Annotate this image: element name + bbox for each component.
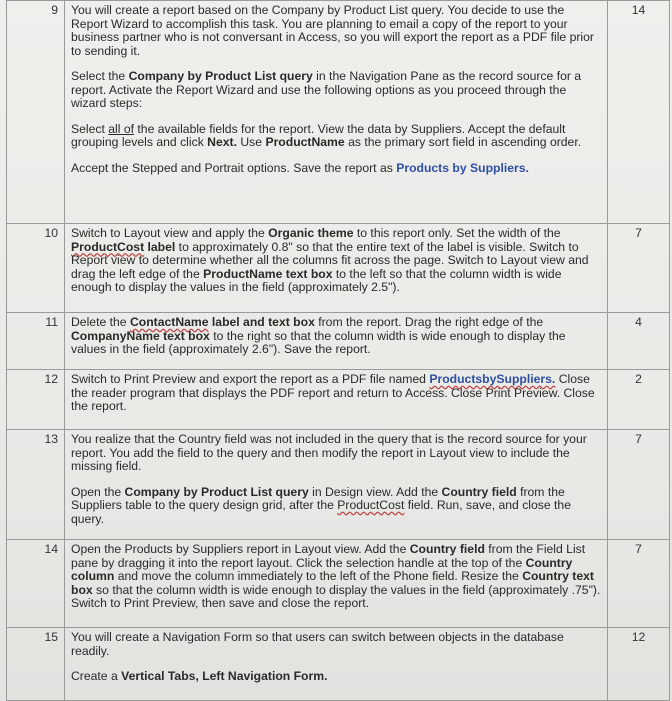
- step-paragraph: Create a Vertical Tabs, Left Navigation Form.: [71, 669, 328, 683]
- step-paragraph: Switch to Layout view and apply the Organic theme to this report only. Set the width of the ProductCost label to approximately 0.8" so that the entire text of the label is visible. Switch to Report view to determine whether all the columns fit across the page. Switch to Layout view and drag the left edge of the ProductName text box to the left so that the column width is wide enough to display the values in the field (approximately 2.5").: [71, 226, 589, 294]
- step-row: [7, 370, 670, 430]
- step-points: 12: [608, 628, 670, 701]
- step-paragraph: You will create a Navigation Form so that users can switch between objects in the database readily.: [71, 630, 564, 658]
- step-instructions: [65, 430, 608, 540]
- step-row: [7, 313, 670, 370]
- step-number: 12: [7, 370, 65, 430]
- step-row: [7, 224, 670, 313]
- step-number: 11: [7, 313, 65, 370]
- step-paragraph: Select the Company by Product List query in the Navigation Pane as the record source for a report. Activate the Report Wizard and use the following options as you proceed through the wizard steps:: [71, 69, 582, 110]
- steps-table: [6, 0, 670, 701]
- step-paragraph: Accept the Stepped and Portrait options. Save the report as Products by Suppliers.: [71, 160, 529, 175]
- step-points: 7: [608, 224, 670, 313]
- step-instructions: [65, 370, 608, 430]
- step-paragraph: Delete the ContactName label and text box from the report. Drag the right edge of the CompanyName text box to the right so that the column width is wide enough to display the values in the field (approximately 2.6"). Save the report.: [71, 315, 566, 356]
- step-row: [7, 430, 670, 540]
- step-points: 4: [608, 313, 670, 370]
- step-points: 2: [608, 370, 670, 430]
- step-number: 9: [7, 1, 65, 224]
- step-row: [7, 628, 670, 701]
- step-instructions: [65, 628, 608, 701]
- step-paragraph: Open the Company by Product List query in Design view. Add the Country field from the Suppliers table to the query design grid, after the ProductCost field. Run, save, and close the query.: [71, 484, 571, 526]
- step-number: 10: [7, 224, 65, 313]
- step-paragraph: Switch to Print Preview and export the report as a PDF file named ProductsbySuppliers. Close the reader program that displays the PDF report and return to Access. Close Print Preview. Close the report.: [71, 372, 595, 413]
- step-instructions: [65, 224, 608, 313]
- step-points: 14: [608, 1, 670, 224]
- step-number: 13: [7, 430, 65, 540]
- step-instructions: [65, 540, 608, 628]
- step-number: 14: [7, 540, 65, 628]
- step-instructions: [65, 1, 608, 224]
- step-points: 7: [608, 430, 670, 540]
- step-paragraph: You will create a report based on the Company by Product List query. You decide to use the Report Wizard to accomplish this task. You are planning to email a copy of the report to your business partner who is not conversant in Access, so you will export the report as a PDF file prior to sending it.: [71, 3, 594, 58]
- step-paragraph: Open the Products by Suppliers report in Layout view. Add the Country field from the Field List pane by dragging it into the report layout. Click the selection handle at the top of the Country column and move the column immediately to the left of the Phone field. Resize the Country text box so that the column width is wide enough to display the values in the field (approximately .75"). Switch to Print Preview, then save and close the report.: [71, 542, 601, 610]
- step-paragraph: Select all of the available fields for the report. View the data by Suppliers. Accept the default grouping levels and click Next. Use ProductName as the primary sort field in ascending order.: [71, 121, 582, 149]
- step-paragraph: You realize that the Country field was not included in the query that is the record source for your report. You add the field to the query and then modify the report in Layout view to include the missing field.: [71, 432, 587, 473]
- step-number: 15: [7, 628, 65, 701]
- step-row: [7, 1, 670, 224]
- step-points: 7: [608, 540, 670, 628]
- step-row: [7, 540, 670, 628]
- step-instructions: [65, 313, 608, 370]
